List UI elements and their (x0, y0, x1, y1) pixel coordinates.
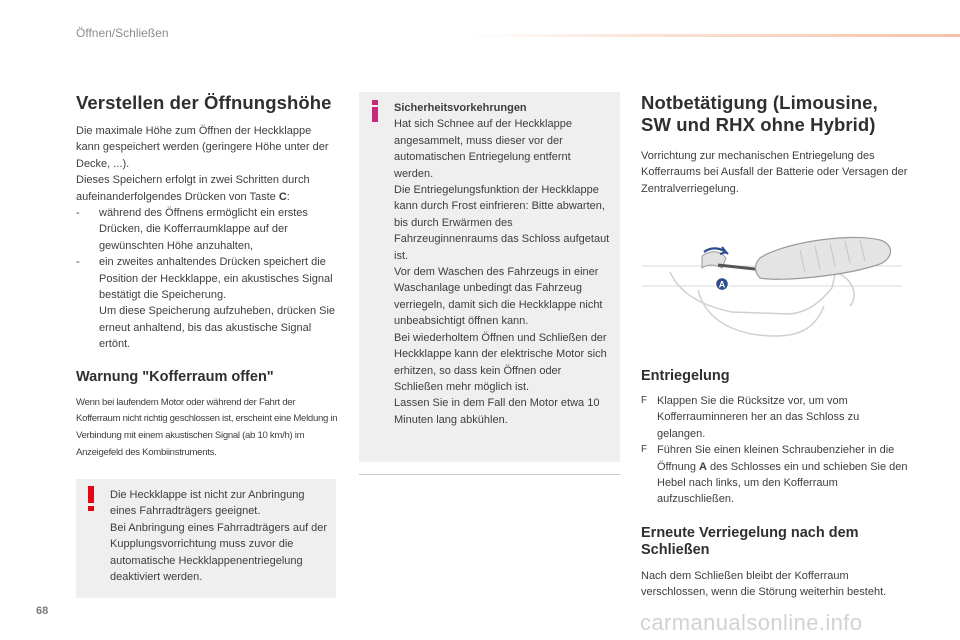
list-item: F Klappen Sie die Rücksitze vor, um vom Kofferrauminneren her an das Schloss zu gelangen. (641, 393, 909, 442)
section-title-emergency: Notbetätigung (Limousine, SW und RHX ohne Hybrid) (641, 92, 878, 135)
section-title-trunk-warning: Warnung "Kofferraum offen" (76, 368, 274, 385)
bullet-checkbox-icon: F (641, 395, 648, 406)
trunk-lock-illustration (640, 232, 904, 352)
info-paragraph: Die Entriegelungsfunktion der Heckklappe kann durch Frost einfrieren: Bitte abwarten, bis durch Erwärmen des Fahrzeuginnenraums das Schloss aufgetaut ist. (394, 184, 610, 262)
watermark: carmanualsonline.info (640, 610, 863, 635)
section-header: Öffnen/Schließen (76, 26, 169, 40)
intro-paragraph-2: Dieses Speichern erfolgt in zwei Schritten durch aufeinanderfolgendes Drücken von Taste C: (76, 174, 310, 203)
section-title-relock: Erneute Verriegelung nach dem Schließen (641, 524, 859, 558)
trunk-warning-text: Wenn bei laufendem Motor oder während der Fahrt der Kofferraum nicht richtig geschlossen ist, erscheint eine Meldung in Verbindung mit einem akustischen Signal (ab 10 km/h) im Anzeigefeld des Kombiinstruments. (76, 396, 338, 459)
column-opening-height (76, 92, 338, 462)
info-paragraph: Hat sich Schnee auf der Heckklappe angesammelt, muss dieser vor der automatischen Entriegelung entfernt werden. (394, 118, 572, 180)
warning-exclamation-icon (86, 486, 96, 512)
key-label-a: A (699, 460, 707, 473)
info-paragraph: Lassen Sie in dem Fall den Motor etwa 10 Minuten lang abkühlen. (394, 397, 600, 426)
bullet-checkbox-icon: F (641, 444, 648, 456)
list-item: - ein zweites anhaltendes Drücken speichert die Position der Heckklappe, ein akustisches Signal bestätigt die Speicherung. Um diese Speicherung aufzuheben, drücken Sie erneut anhaltend, bis das akustische Signal ertönt. (76, 256, 336, 351)
column-divider (359, 474, 620, 475)
column-emergency-release (641, 92, 909, 197)
section-title-unlock: Entriegelung (641, 368, 730, 384)
emergency-intro: Vorrichtung zur mechanischen Entriegelung des Kofferraums bei Ausfall der Batterie oder Versagen der Zentralverriegelung. (641, 150, 908, 195)
info-box-title: Sicherheitsvorkehrungen (394, 102, 527, 114)
unlock-section (641, 368, 909, 601)
info-paragraph: Vor dem Waschen des Fahrzeugs in einer Waschanlage unbedingt das Fahrzeug verriegeln, damit sich die Heckklappe nicht unbeabsichtigt öffnen kann. (394, 266, 603, 328)
illustration-label-a: A (718, 279, 726, 290)
section-title-opening-height: Verstellen der Öffnungshöhe (76, 92, 332, 113)
intro-paragraph: Die maximale Höhe zum Öffnen der Heckklappe kann gespeichert werden (geringere Höhe unter der Decke, ...). (76, 125, 329, 170)
info-box (359, 92, 620, 462)
key-label-c: C (278, 190, 287, 203)
relock-text: Nach dem Schließen bleibt der Kofferraum verschlossen, wenn die Störung weiterhin besteht. (641, 569, 887, 599)
warning-box (76, 479, 336, 598)
page-number: 68 (36, 605, 49, 617)
list-item: F Führen Sie einen kleinen Schraubenzieher in die Öffnung A des Schlosses ein und schieben Sie den Hebel nach links, um den Kofferraum aufzuschließen. (641, 442, 909, 508)
info-icon (370, 100, 380, 122)
info-paragraph: Bei wiederholtem Öffnen und Schließen der Heckklappe kann der elektrische Motor sich erhitzen, so dass kein Öffnen oder Schließen mehr möglich ist. (394, 331, 607, 393)
list-item: - während des Öffnens ermöglicht ein erstes Drücken, die Kofferraumklappe auf der gewünschten Höhe anzuhalten, (76, 207, 308, 252)
warning-line-1: Die Heckklappe ist nicht zur Anbringung eines Fahrradträgers geeignet. (110, 489, 305, 518)
warning-line-2: Bei Anbringung eines Fahrradträgers auf der Kupplungsvorrichtung muss zuvor die automatische Heckklappenentriegelung deaktiviert werden. (110, 521, 328, 584)
header-rule (470, 34, 960, 37)
